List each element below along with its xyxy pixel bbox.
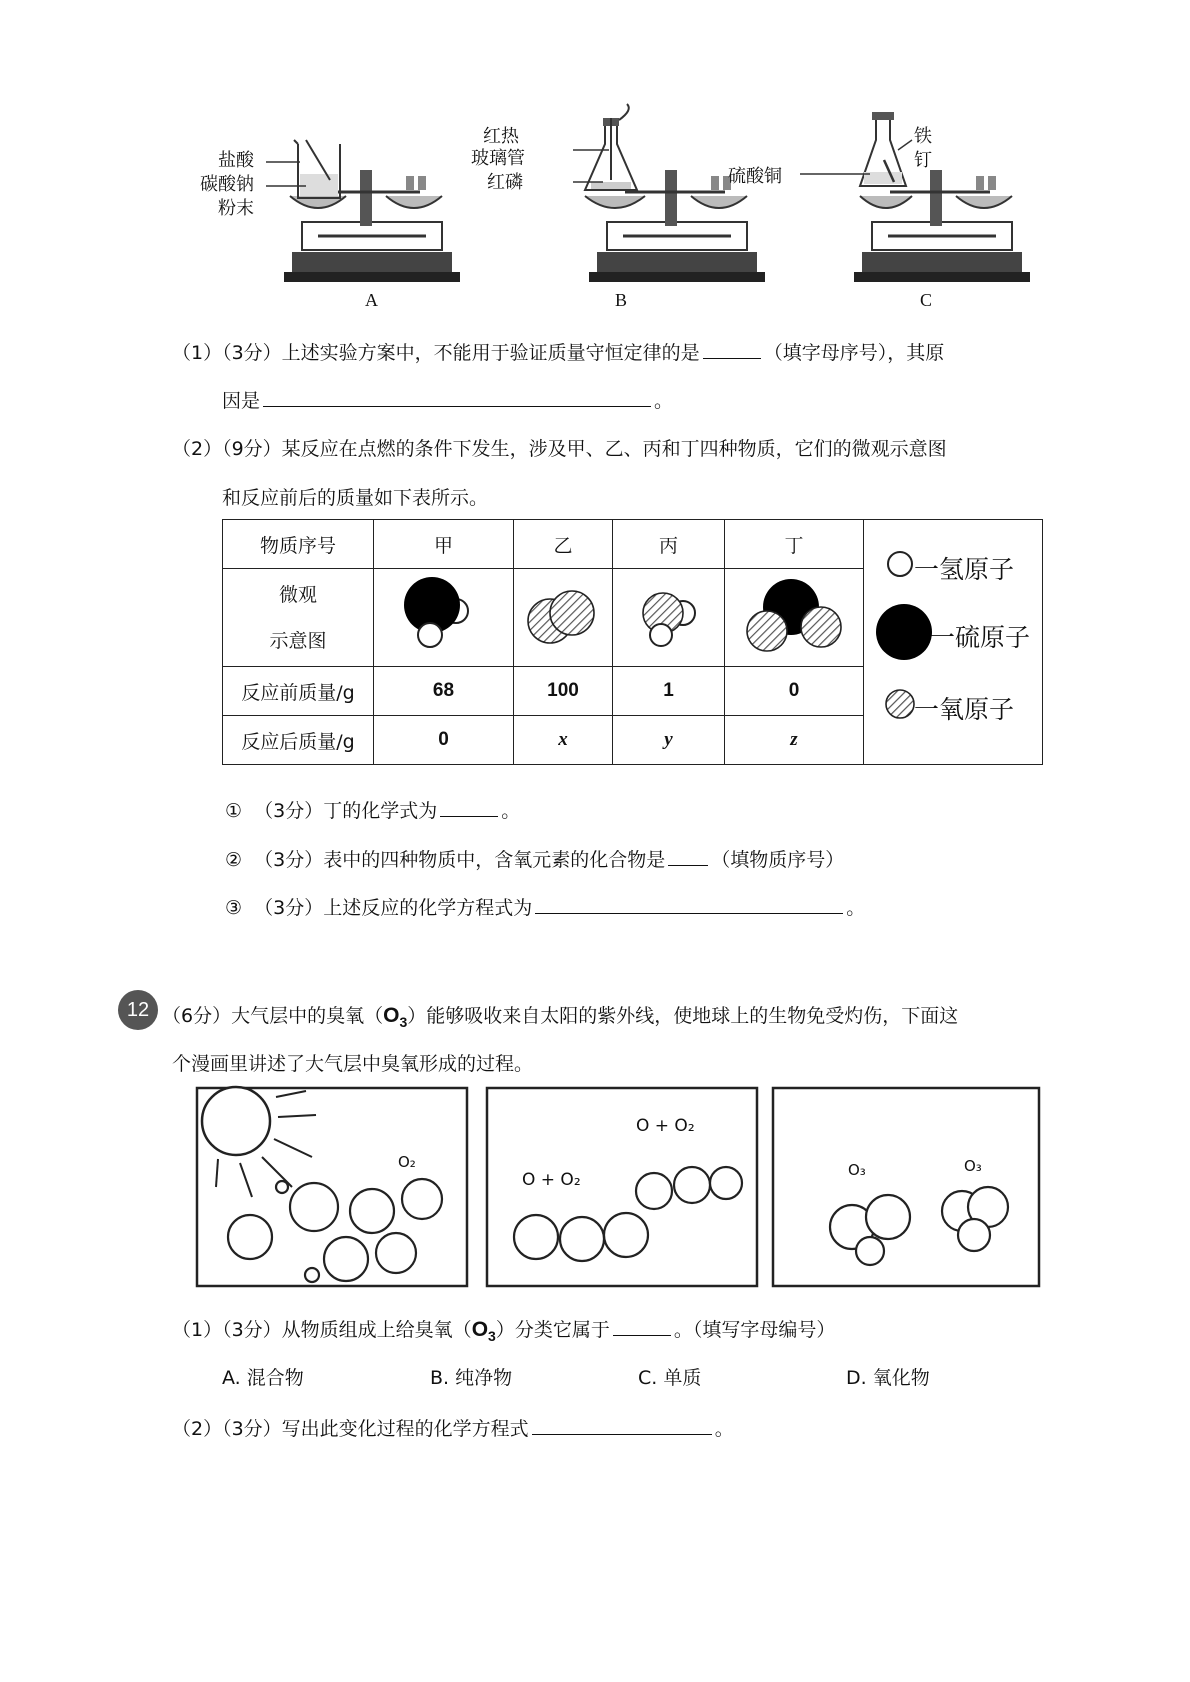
before-jia: 68 — [374, 667, 514, 716]
table-micro-label-2: 示意图 — [269, 629, 327, 652]
before-yi: 100 — [514, 667, 613, 716]
balance-figure-b — [471, 110, 775, 310]
q11-sub1-text: （3分）丁的化学式为 — [254, 800, 438, 822]
q11-part1-reason-prefix: 因是 — [222, 390, 261, 412]
q12-part1-prefix: （1） — [172, 1319, 223, 1341]
option-b[interactable]: B. 纯净物 — [430, 1367, 513, 1389]
option-a[interactable]: A. 混合物 — [222, 1367, 304, 1389]
q11-sub3-num: ③ — [225, 897, 243, 919]
letter-b: B — [615, 290, 628, 310]
q12-part2-prefix: （2） — [172, 1418, 223, 1440]
q11-part2-prefix: （2） — [172, 438, 223, 460]
o3-main: O — [383, 1004, 400, 1027]
letter-a: A — [365, 290, 378, 310]
q12-part1-after: 。（填写字母编号） — [673, 1319, 836, 1341]
option-c[interactable]: C. 单质 — [638, 1367, 702, 1389]
q12-intro-a: （6分）大气层中的臭氧（ — [162, 1005, 384, 1027]
table-micro-label-1: 微观 — [278, 583, 317, 606]
q12-part2-end: 。 — [714, 1418, 734, 1440]
q11-sub3-blank[interactable] — [535, 895, 843, 914]
q12-intro-line2: 个漫画里讲述了大气层中臭氧形成的过程。 — [172, 1053, 534, 1075]
q11-sub1 — [225, 798, 520, 823]
micro-jia — [374, 569, 514, 667]
after-jia: 0 — [374, 716, 514, 765]
label-iron: 铁 — [914, 126, 932, 147]
q12-part1-text-b: ）分类它属于 — [495, 1319, 610, 1341]
q11-sub2-blank[interactable] — [668, 847, 708, 866]
balance-figure-a — [200, 110, 470, 310]
molecule-o2-icon — [514, 569, 612, 667]
before-bing: 1 — [613, 667, 725, 716]
legend-sulfur-icon — [876, 604, 932, 660]
after-yi: x — [514, 716, 613, 765]
q11-sub2-num: ② — [225, 849, 243, 871]
q11-part1-reason-end: 。 — [654, 390, 674, 412]
table-header-bing: 丙 — [613, 520, 725, 569]
mass-table — [222, 519, 1043, 765]
o3-main-2: O — [471, 1318, 489, 1341]
q11-sub1-end: 。 — [501, 800, 521, 822]
q11-part1-reason-blank[interactable] — [263, 388, 651, 407]
molecule-so2-icon — [725, 569, 863, 667]
letter-c: C — [920, 290, 933, 310]
question-number-badge: 12 — [118, 990, 158, 1030]
q11-part2-text: （9分）某反应在点燃的条件下发生，涉及甲、乙、丙和丁四种物质，它们的微观示意图 — [222, 438, 947, 460]
table-header-jia: 甲 — [374, 520, 514, 569]
q11-sub3 — [225, 895, 865, 920]
legend-hydrogen-icon — [888, 552, 912, 576]
q12-part2-text: （3分）写出此变化过程的化学方程式 — [222, 1418, 529, 1440]
q12-intro-b: ）能够吸收来自太阳的紫外线，使地球上的生物免受灼伤，下面这 — [407, 1005, 959, 1027]
label-copper-sulfate: 硫酸铜 — [728, 166, 782, 187]
comic-label-o-plus-o2-right: O + O₂ — [636, 1116, 695, 1136]
q12-part1-blank[interactable] — [613, 1317, 671, 1336]
molecule-h2s-icon — [374, 569, 513, 667]
q11-part1-blank[interactable] — [703, 340, 761, 359]
table-after-label: 反应后质量/g — [223, 716, 374, 765]
q11-part1-line2 — [222, 388, 673, 413]
comic-label-o3-right: O₃ — [964, 1157, 982, 1175]
q12-part2 — [172, 1416, 734, 1441]
before-ding: 0 — [725, 667, 864, 716]
comic-label-o3-left: O₃ — [848, 1161, 866, 1179]
q11-part2-line2: 和反应前后的质量如下表所示。 — [222, 487, 489, 509]
comic-panel-3 — [772, 1087, 1040, 1287]
legend-oxygen-label: 一氧原子 — [914, 695, 1015, 724]
comic-label-o2: O₂ — [398, 1153, 416, 1171]
q11-sub2 — [225, 847, 844, 872]
micro-bing — [613, 569, 725, 667]
q12-part2-blank[interactable] — [532, 1416, 712, 1435]
q11-part1-prefix: （1） — [172, 342, 223, 364]
q12-intro-o3 — [383, 1004, 408, 1031]
table-header-label: 物质序号 — [223, 520, 374, 569]
q12-part1-text-a: （3分）从物质组成上给臭氧（ — [222, 1319, 472, 1341]
comic-panel-1 — [196, 1087, 468, 1287]
q11-sub1-blank[interactable] — [440, 798, 498, 817]
atom-legend — [864, 520, 1043, 765]
label-sodium-carbonate: 碳酸钠 — [200, 174, 254, 195]
label-powder: 粉末 — [218, 198, 254, 219]
label-red-hot: 红热 — [483, 126, 519, 147]
q11-part1-line1 — [172, 340, 944, 365]
comic-label-o-plus-o2-left: O + O₂ — [522, 1170, 581, 1190]
q11-sub3-end: 。 — [846, 897, 866, 919]
after-ding: z — [725, 716, 864, 765]
molecule-h2o-icon — [613, 569, 724, 667]
table-micro-label — [223, 569, 374, 667]
micro-ding — [725, 569, 864, 667]
label-glass-tube: 玻璃管 — [471, 148, 525, 169]
q11-sub2-after: （填物质序号） — [711, 849, 845, 871]
q11-sub2-text: （3分）表中的四种物质中，含氧元素的化合物是 — [254, 849, 666, 871]
table-header-yi: 乙 — [514, 520, 613, 569]
comic-panel-2 — [486, 1087, 758, 1287]
legend-hydrogen-label: 一氢原子 — [914, 555, 1015, 584]
sun-icon — [202, 1087, 270, 1155]
q11-part1-text: （3分）上述实验方案中，不能用于验证质量守恒定律的是 — [222, 342, 700, 364]
balance-figure-c — [728, 110, 1040, 310]
legend-oxygen-icon — [886, 690, 914, 718]
option-d[interactable]: D. 氧化物 — [846, 1367, 930, 1389]
o3-sub-2: 3 — [488, 1328, 496, 1345]
o3-sub: 3 — [399, 1014, 408, 1031]
q12-part1-o3 — [471, 1318, 496, 1345]
after-bing: y — [613, 716, 725, 765]
label-red-phosphorus: 红磷 — [487, 172, 523, 193]
q11-part2-line1 — [172, 437, 947, 461]
q12-intro-line1 — [162, 1004, 958, 1034]
q12-part1 — [172, 1317, 835, 1348]
q11-sub1-num: ① — [225, 800, 243, 822]
table-before-label: 反应前质量/g — [223, 667, 374, 716]
legend-sulfur-label: 一硫原子 — [930, 623, 1031, 652]
micro-yi — [514, 569, 613, 667]
table-header-ding: 丁 — [725, 520, 864, 569]
q11-sub3-text: （3分）上述反应的化学方程式为 — [254, 897, 533, 919]
label-hydrochloric-acid: 盐酸 — [218, 150, 254, 171]
q11-part1-after: （填字母序号），其原 — [763, 342, 945, 364]
label-nail: 钉 — [914, 150, 932, 171]
